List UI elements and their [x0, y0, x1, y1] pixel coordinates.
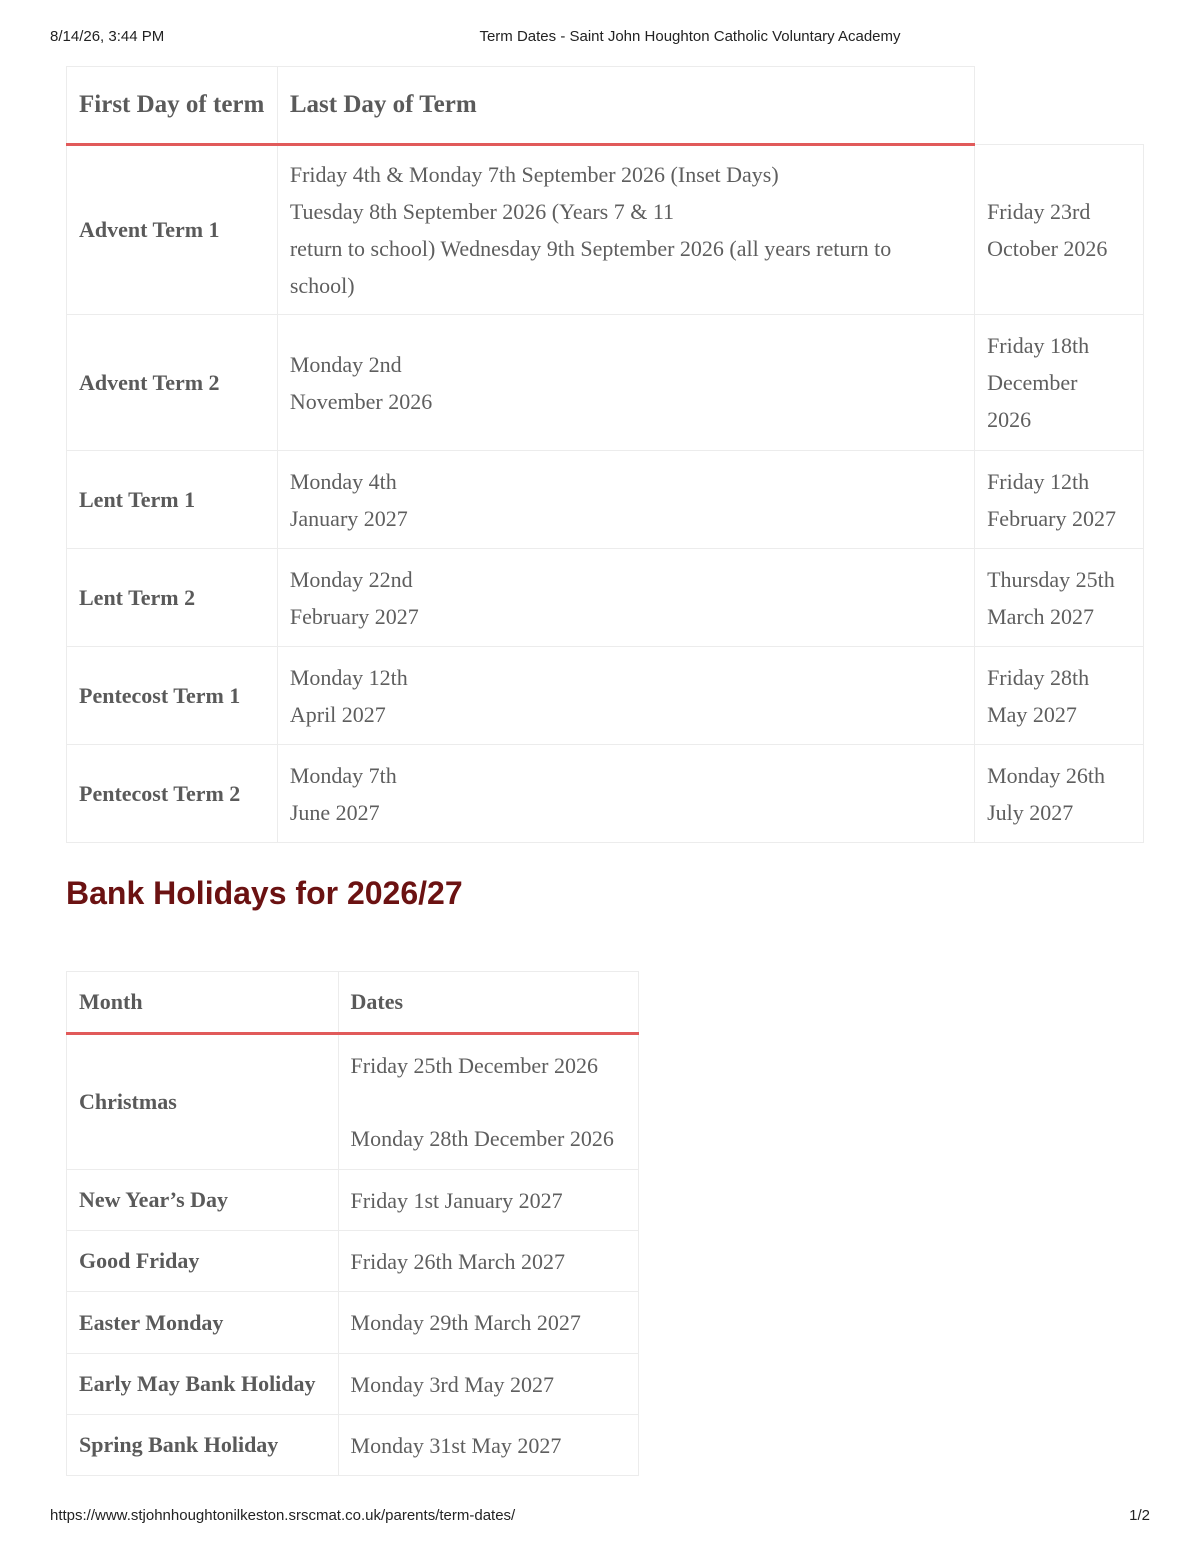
holiday-name: Spring Bank Holiday	[67, 1415, 339, 1476]
table-row	[67, 451, 1144, 549]
line: Friday 28th	[987, 664, 1090, 690]
print-datetime: 8/14/26, 3:44 PM	[50, 28, 165, 45]
term-last-day	[975, 145, 1144, 315]
term-first-day	[277, 145, 974, 315]
header-first-day: First Day of term	[67, 67, 278, 145]
holiday-dates	[338, 1034, 638, 1170]
bank-holidays-table	[66, 971, 639, 1476]
term-name: Lent Term 2	[67, 549, 278, 647]
bank-table-header	[67, 972, 639, 1034]
table-row	[67, 145, 1144, 315]
line: return to school) Wednesday 9th September 2026 (all years return to	[289, 236, 892, 261]
table-row	[67, 1354, 639, 1415]
line: February 2027	[987, 505, 1116, 531]
line: November 2026	[289, 388, 433, 414]
table-row	[67, 1231, 639, 1292]
term-last-day	[975, 549, 1144, 647]
line: Monday 12th	[289, 664, 408, 690]
holiday-dates: Monday 31st May 2027	[338, 1415, 638, 1476]
line: Friday 4th & Monday 7th September 2026 (Inset Days)	[289, 162, 779, 187]
line: July 2027	[987, 799, 1074, 825]
line: January 2027	[289, 505, 408, 531]
term-first-day	[277, 745, 974, 843]
term-dates-table	[66, 66, 1144, 843]
header-empty-cell	[975, 67, 1144, 145]
term-last-day	[975, 647, 1144, 745]
line: June 2027	[289, 799, 380, 825]
term-name: Pentecost Term 2	[67, 745, 278, 843]
holiday-dates: Friday 1st January 2027	[338, 1170, 638, 1231]
holiday-name: Easter Monday	[67, 1292, 339, 1354]
table-row	[67, 1034, 639, 1170]
table-row	[67, 315, 1144, 451]
page-number: 1/2	[1129, 1507, 1150, 1524]
holiday-name: New Year’s Day	[67, 1170, 339, 1231]
line: April 2027	[289, 701, 386, 727]
line: Tuesday 8th September 2026 (Years 7 & 11	[289, 199, 675, 224]
line: Monday 7th	[289, 762, 397, 788]
holiday-dates: Monday 29th March 2027	[338, 1292, 638, 1354]
term-last-day	[975, 451, 1144, 549]
line: Monday 28th December 2026	[350, 1126, 614, 1151]
term-name: Pentecost Term 1	[67, 647, 278, 745]
line: Monday 22nd	[289, 566, 413, 592]
table-row	[67, 1170, 639, 1231]
term-name: Lent Term 1	[67, 451, 278, 549]
term-last-day	[975, 315, 1144, 451]
bank-holidays-heading: Bank Holidays for 2026/27	[66, 875, 463, 911]
line: December	[987, 370, 1078, 395]
line: October 2026	[987, 235, 1108, 261]
print-page-title: Term Dates - Saint John Houghton Catholic Voluntary Academy	[479, 28, 901, 45]
header-dates: Dates	[338, 972, 638, 1034]
holiday-name: Good Friday	[67, 1231, 339, 1292]
table-row	[67, 1415, 639, 1476]
print-header	[0, 28, 1200, 48]
term-first-day	[277, 549, 974, 647]
line: Friday 12th	[987, 468, 1090, 494]
term-first-day	[277, 315, 974, 451]
table-row	[67, 745, 1144, 843]
holiday-dates: Friday 26th March 2027	[338, 1231, 638, 1292]
holiday-dates: Monday 3rd May 2027	[338, 1354, 638, 1415]
term-name: Advent Term 2	[67, 315, 278, 451]
line: Friday 25th December 2026	[350, 1053, 598, 1078]
header-month: Month	[67, 972, 339, 1034]
term-first-day	[277, 451, 974, 549]
term-first-day	[277, 647, 974, 745]
line: school)	[289, 273, 355, 298]
line: Thursday 25th	[987, 566, 1115, 592]
table-row	[67, 1292, 639, 1354]
page-url: https://www.stjohnhoughtonilkeston.srscmat.co.uk/parents/term-dates/	[50, 1507, 516, 1524]
holiday-name: Early May Bank Holiday	[67, 1354, 339, 1415]
line: February 2027	[289, 603, 419, 629]
line: May 2027	[987, 701, 1077, 727]
header-last-day: Last Day of Term	[277, 67, 974, 145]
line: March 2027	[987, 603, 1094, 629]
line: Friday 18th	[987, 333, 1090, 358]
table-row	[67, 549, 1144, 647]
term-name: Advent Term 1	[67, 145, 278, 315]
line: Friday 23rd	[987, 198, 1091, 224]
term-table-header	[67, 67, 1144, 145]
line: 2026	[987, 407, 1032, 432]
line: Monday 2nd	[289, 351, 402, 377]
line: Monday 26th	[987, 762, 1106, 788]
holiday-name: Christmas	[67, 1034, 339, 1170]
term-last-day	[975, 745, 1144, 843]
line: Monday 4th	[289, 468, 397, 494]
print-footer	[0, 1507, 1200, 1527]
table-row	[67, 647, 1144, 745]
